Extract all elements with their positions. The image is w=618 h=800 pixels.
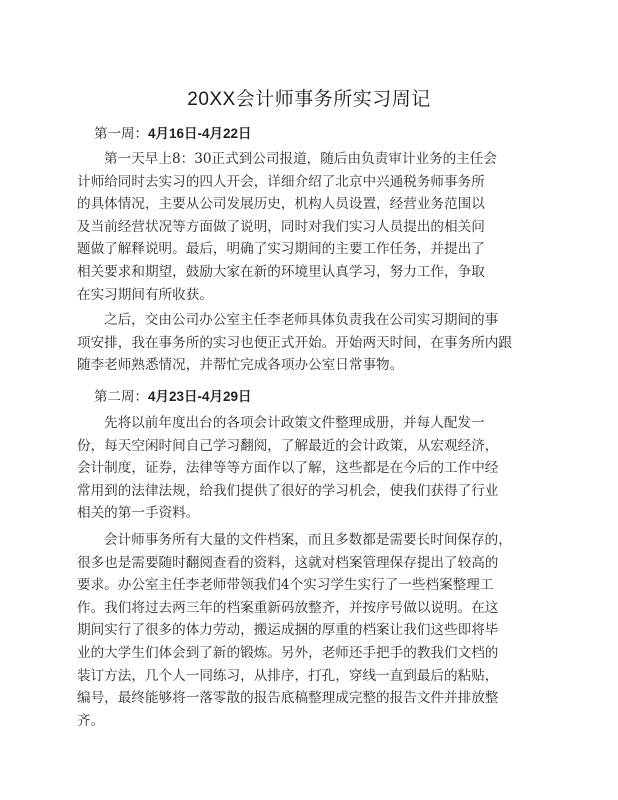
paragraph-week2-archives [77, 529, 527, 732]
paragraph-line: 随李老师熟悉情况，并帮忙完成各项办公室日常事物。 [77, 357, 404, 374]
paragraph-line: 份，每天空闲时间自己学习翻阅，了解最近的会计政策，从宏观经济， [77, 437, 499, 454]
paragraph-line: 要求。办公室主任李老师带领我们4个实习学生实行了一些档案整理工 [77, 577, 494, 594]
week-label: 第二周： [94, 389, 148, 405]
paragraph-line: 项安排，我在事务所的实习也便正式开始。开始两天时间，在事务所内跟 [77, 334, 512, 351]
week-date-range: 4月23日-4月29日 [148, 389, 252, 404]
paragraph-line: 装订方法，几个人一同练习，从排序，打孔，穿线一直到最后的粘贴， [77, 667, 499, 684]
paragraph-line: 很多也是需要随时翻阅查看的资料，这就对档案管理保存提出了较高的 [77, 554, 499, 571]
paragraph-line: 相关的第一手资料。 [77, 505, 200, 522]
week-label: 第一周： [94, 126, 148, 142]
paragraph-line: 期间实行了很多的体力劳动，搬运成捆的厚重的档案让我们这些即将毕 [77, 622, 499, 639]
week-2-heading [94, 385, 252, 405]
week-1-heading [94, 122, 252, 142]
paragraph-line: 会计制度，证券，法律等等方面作以了解，这些都是在今后的工作中经 [77, 460, 499, 477]
week-date-range: 4月16日-4月22日 [148, 126, 252, 141]
paragraph-week1-arrangement [77, 309, 527, 377]
paragraph-line: 作。我们将过去两三年的档案重新码放整齐，并按序号做以说明。在这 [77, 599, 499, 616]
paragraph-week1-day1 [77, 148, 527, 306]
paragraph-line: 第一天早上8：30正式到公司报道，随后由负责审计业务的主任会 [104, 151, 497, 167]
paragraph-week2-policies [77, 412, 527, 525]
document-title: 20XX会计师事务所实习周记 [187, 89, 431, 110]
paragraph-line: 业的大学生们体会到了新的锻炼。另外，老师还手把手的教我们文档的 [77, 644, 499, 661]
paragraph-line: 会计师事务所有大量的文件档案，而且多数都是需要长时间保存的， [104, 532, 512, 548]
paragraph-line: 在实习期间有所收获。 [77, 286, 213, 303]
paragraph-line: 先将以前年度出台的各项会计政策文件整理成册，并每人配发一 [104, 415, 485, 431]
paragraph-line: 常用到的法律法规，给我们提供了很好的学习机会，使我们获得了行业 [77, 482, 499, 499]
paragraph-line: 题做了解释说明。最后，明确了实习期间的主要工作任务，并提出了 [77, 241, 485, 258]
paragraph-line: 编号，最终能够将一落零散的报告底稿整理成完整的报告文件并排放整 [77, 690, 499, 707]
paragraph-line: 及当前经营状况等方面做了说明，同时对我们实习人员提出的相关问 [77, 218, 485, 235]
paragraph-line: 齐。 [77, 712, 105, 729]
paragraph-line: 计师给同时去实习的四人开会，详细介绍了北京中兴通税务师事务所 [77, 173, 485, 190]
paragraph-line: 相关要求和期望，鼓励大家在新的环境里认真学习，努力工作，争取 [77, 263, 485, 280]
paragraph-line: 之后，交由公司办公室主任李老师具体负责我在公司实习期间的事 [104, 312, 499, 328]
paragraph-line: 的具体情况，主要从公司发展历史，机构人员设置，经营业务范围以 [77, 196, 485, 213]
